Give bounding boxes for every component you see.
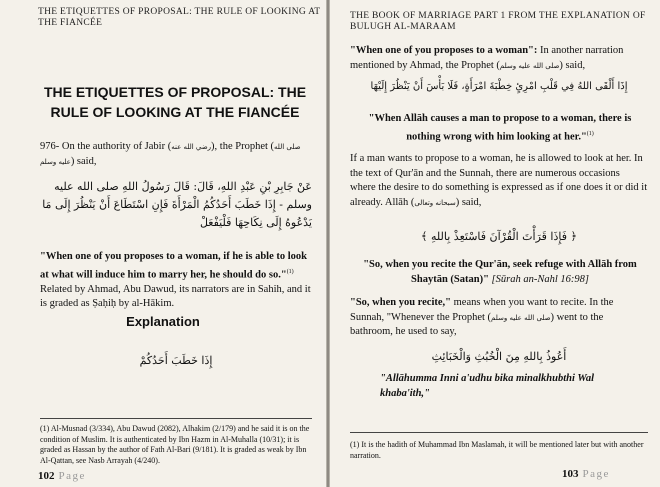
translation-rest: Related by Ahmad, Abu Dawud, its narrators are in Sahih, and it is graded as Ṣaḥiḥ by al-Hākim. [40,283,311,309]
p3-b: ) went to the bathroom, he used to say, [350,311,604,337]
right-para-3 [350,296,648,340]
arabic-hadith: عَنْ جَابِرِ بْنِ عَبْدِ اللهِ، قَالَ: قَالَ رَسُولُ اللهِ صلى الله عليه وسلم - إِذَا خَطَبَ أَحَدُكُمُ الْمَرْأَةَ فَإِنِ اسْتَطَاعَ أَنْ يَنْظُرَ إِلَى مَا يَدْعُوهُ إِلَى نِكَاحِهَا فَلْيَفْعَلْ [42,180,312,229]
hadith-intro-c: ) said, [70,155,97,167]
footnote-rule [40,418,312,419]
left-footnote: (1) Al-Musnad (3/334), Abu Dawud (2082), Alhakim (2/179) and he said it is on the condition of Muslim. It is authenticated by Ibn Hazm in Al-Muhalla (10/31); it is graded as Hassan by the author of Fath Al-Bari (9/181). It is graded as weak by Ibn Al-Qattan, see Nasb Arrayah (4/240). [40,424,310,465]
right-page-label: Page [582,468,610,480]
arabic-3: أَعُوذُ بِاللهِ مِنَ الْخُبُثِ وَالْخَبَائِثِ [431,350,567,363]
right-running-head: THE BOOK OF MARRIAGE PART 1 FROM THE EXPLANATION OF BULUGH AL-MARAAM [350,11,646,32]
quote-2 [358,258,642,287]
arabic-1: إِذَا أَلْقَى اللهُ فِي قَلْبِ امْرِئٍ خِطْبَةَ امْرَأَةٍ، فَلَا بَأْسَ أَنْ يَنْظُرَ إِلَيْهَا [370,81,628,92]
quote-2-ref: [Sūrah an-Nahl 16:98] [488,273,589,285]
arabic-explanation: إِذَا خَطَبَ أَحَدُكُمْ [139,354,213,367]
honorific-radiallahu: رضي الله عنه [171,143,212,151]
p3-honorific: صلى الله عليه وسلم [491,313,551,322]
right-page-number [562,468,610,480]
p1-a: In another narration mentioned by Ahmad, the Prophet ( [350,45,624,71]
quote-1-marker: (1) [586,130,594,137]
p3-bold: "So, when you recite," [350,297,452,308]
left-page [0,0,326,487]
p2-b: ) said, [455,196,482,208]
left-page-label: Page [58,470,86,482]
arabic-2: ﴿ فَإِذَا قَرَأْتَ الْقُرْآنَ فَاسْتَعِذْ بِاللهِ ﴾ [421,230,577,243]
quote-2-text: "So, when you recite the Qur'ān, seek refuge with Allāh from Shaytān (Satan)" [363,259,637,285]
p1-bold: "When one of you proposes to a woman": [350,45,538,56]
left-page-number [38,470,86,482]
left-page-num: 102 [38,470,55,482]
honorific-salla: صلى الله عليه وسلم [40,143,301,166]
p1-honorific: صلى الله عليه وسلم [499,61,560,70]
right-footnote: (1) It is the hadith of Muhammad Ibn Maslamah, it will be mentioned later but with another narration. [350,440,644,460]
hadith-intro [40,140,312,169]
hadith-intro-a: 976- On the authority of Jabir ( [40,141,172,152]
right-page [330,0,660,487]
quote-3 [380,372,630,401]
right-para-1 [350,44,648,73]
quote-1 [358,112,642,145]
right-para-2 [350,152,648,210]
right-footnote-rule [350,432,648,433]
hadith-translation [40,250,312,312]
p3-a: means when you want to recite. In the Sunnah, "Whenever the Prophet ( [350,297,614,323]
section-heading: Explanation [126,314,200,329]
left-running-head: THE ETIQUETTES OF PROPOSAL: THE RULE OF LOOKING AT THE FIANCÉE [38,7,321,28]
chapter-title: THE ETIQUETTES OF PROPOSAL: THE RULE OF LOOKING AT THE FIANCÉE [43,84,307,120]
quote-1-text: "When Allāh causes a man to propose to a woman, there is nothing wrong with him looking at her." [368,113,632,142]
hadith-intro-b: ), the Prophet ( [211,141,275,152]
footnote-marker: (1) [286,268,294,275]
right-page-num: 103 [562,468,579,480]
p2-a: If a man wants to propose to a woman, he is allowed to look at her. In the text of Qur'ān and the Sunnah, there are numerous occasions where the desire to do something is expressed as if one does it or did it already. Allāh ( [350,153,648,208]
p1-b: ) said, [559,59,586,71]
quote-3-text: "Allāhumma Inni a'udhu bika minalkhubthi Wal khaba'ith," [380,373,595,399]
translation-bold: "When one of you proposes to a woman, if he is able to look at what will induce him to marry her, he should do so." [40,251,307,280]
p2-honorific: سبحانه وتعالى [414,198,456,207]
